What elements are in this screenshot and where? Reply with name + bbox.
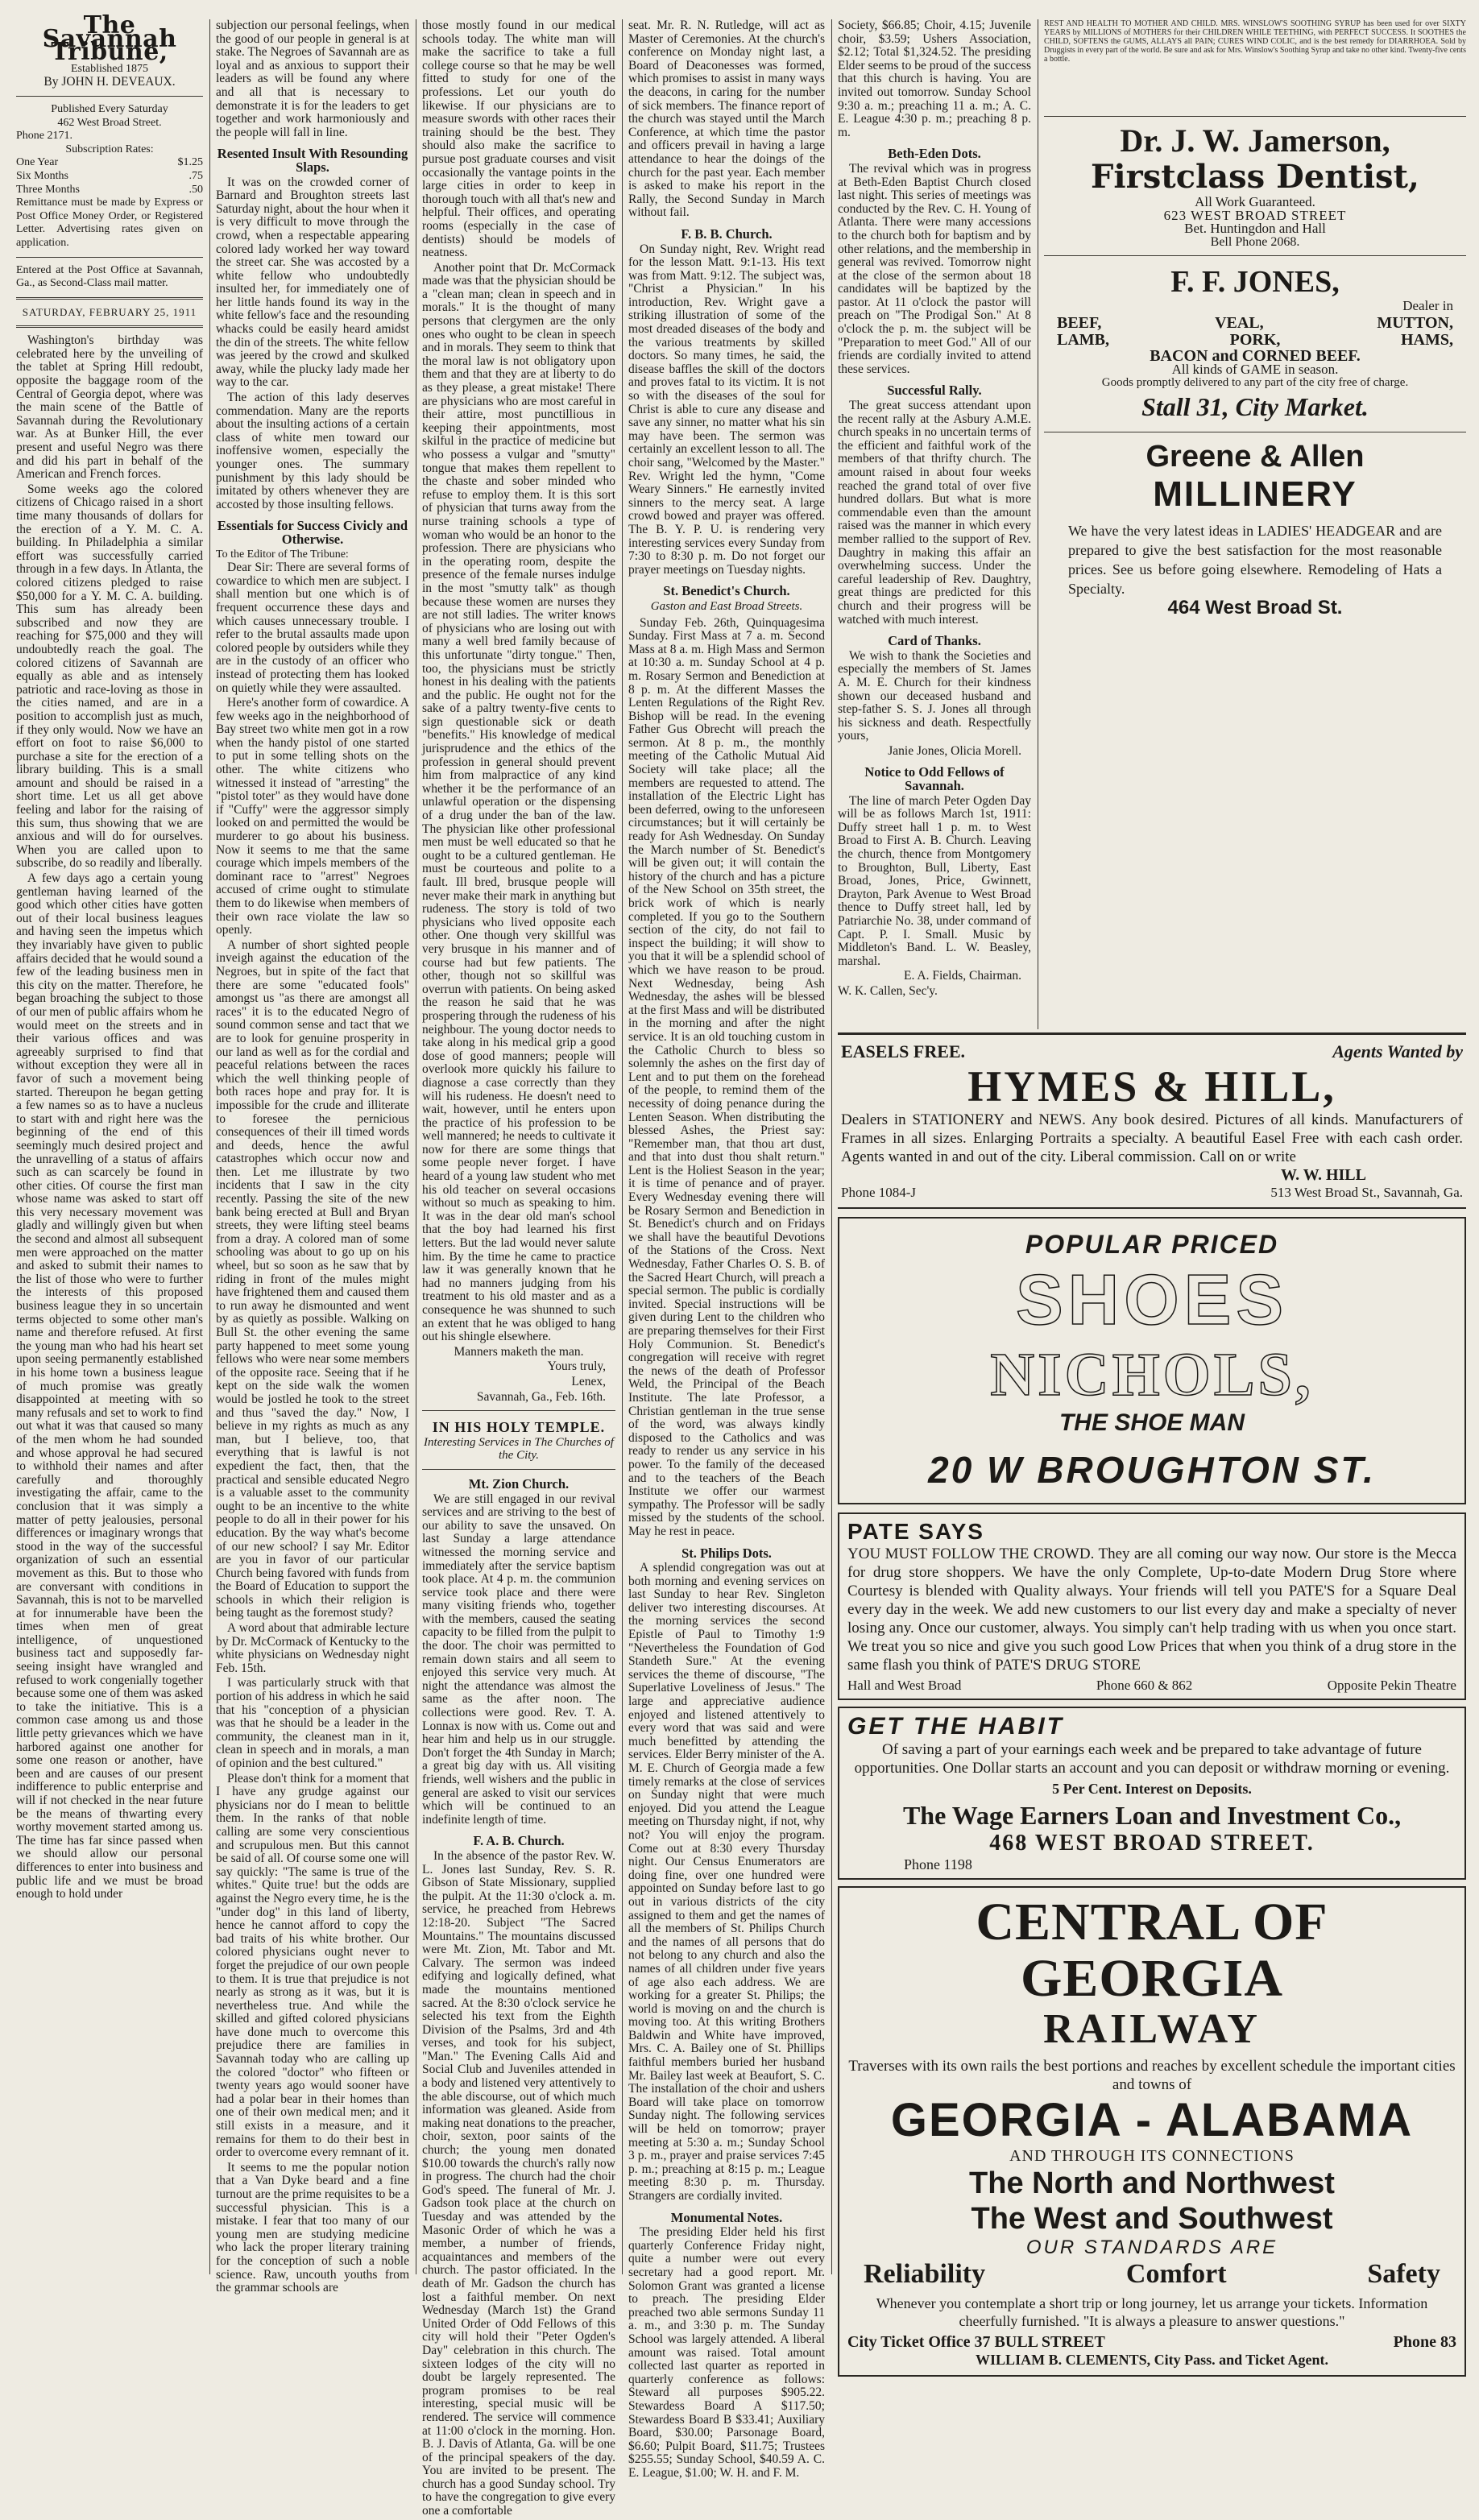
letter-paragraph: those mostly found in our medical schools today. The white man will make the sacrifice to take a full college course so that he may be well fitted to study for one of the professions. Let our youth do likewise. If our physicians are to measure swords with other races their training should be the best. They should also make the sacrifice to pursue post graduate courses and visit occasionally the vantage points in the large cities in order to keep in thorough touch with all that's new and helpful. Their offices, and operating rooms (especially in the case of dentists) should be models of neatness. [422, 19, 615, 260]
letter-paragraph: Dear Sir: There are several forms of cowardice to which men are subject. I shall mention but one which is of frequent occurrence these days and which causes unnecessary trouble. I refer to the brutal assaults made upon colored people by outsiders while they are in the custody of an officer who instead of protecting them has looked on quietly while they were assaulted. [216, 561, 409, 695]
article-paragraph: The great success attendant upon the recent rally at the Asbury A.M.E. church speaks in no uncertain terms of the efficient and faithful work of the members of that thrifty church. The amount raised in about four weeks reached the grand total of over five hundred dollars. But what is more commendable even than the amount raised was the manner in which every member rallied to the support of Rev. Daughtry in making this affair an overwhelming success. Under the careful leadership of Rev. Daughtry, great things are predicted for this church and their progress will be watched with much interest. [838, 399, 1031, 627]
drug-store-ad [838, 1512, 1466, 1700]
article-paragraph: It was on the crowded corner of Barnard and Broughton streets last Saturday night, about the hour when it is very difficult to move through the crowd, when a respectable appearing colored lady worked her way toward the street car. She was accosted by a white fellow who undoubtedly insulted her, for immediately one of her little hands found its way in the white fellow's face and the resounding whacks could be easily heard amidst the din of the streets. The white fellow was jeered by the crowd and skulked away, while the plucky lady made her way to the car. [216, 175, 409, 390]
ads-column [1044, 19, 1466, 1029]
stationery-body: Dealers in STATIONERY and NEWS. Any book desired. Pictures of all kinds. Manufacturers of Frames in all sizes. Enlarging Portraits a specialty. A beautiful Easel Free with each cash order. Agents wanted in and out of the city. Liberal commission. Call on or write [841, 1111, 1463, 1165]
wide-ads-region [838, 1032, 1466, 2368]
butcher-delivery: Goods promptly delivered to any part of the city free of charge. [1101, 376, 1409, 390]
church-heading: Mt. Zion Church. [468, 1475, 570, 1492]
stationery-banner: EASELS FREE. Agents Wanted by [841, 1041, 1463, 1061]
church-paragraph: In the absence of the pastor Rev. W. L. Jones last Sunday, Rev. S. R. Gibson of State Missionary, supplied the pulpit. At the 11:30 o'clock a. m. service, he preached from Hebrews 12:18-20. Subject "The Sacred Mountains." The mountains discussed were Mt. Zion, Mt. Tabor and Mt. Calvary. The sermon was indeed edifying and logically defined, what made the mountains mentioned sacred. At the 8:30 o'clock service he selected his text from the Eighth Division of the Psalms, 3rd and 4th verses, and took for his subject, "Man." The Evening Calls Aid and Social Club and Juveniles attended in a body and listened very attentively to the able discourse, out of which much information was gleaned. Aside from making neat donations to the preacher, choir, sexton, poor saints of the church; the young men donated $10.00 towards the church's rally now in progress. The church had the choir God's speed. The funeral of Mr. J. Gadson took place at the church on Tuesday and was attended by the Masonic Order of which he was a member, a number of friends, acquaintances and members of the church. The pastor officiated. In the death of Mr. Gadson the church has lost a faithful member. On next Wednesday (March 1st) the Grand United Order of Odd Fellows of this city will hold their "Peter Ogden's Day" celebration in this church. The sixteen lodges of the city will no doubt be largely represented. The program promises to be real interesting, special music will be rendered. The service will commence at 11:00 o'clock in the morning. Hon. B. J. Davis of Atlanta, Ga. will be one of the principal speakers of the day. You are invited to be present. The church has a good Sunday school. Try to have the congregation to give every one a comfortable [422, 1848, 615, 2518]
butcher-ad [1044, 256, 1466, 432]
bank-address: 468 WEST BROAD STREET. [989, 1831, 1315, 1856]
dateline: SATURDAY, FEBRUARY 25, 1911 [22, 305, 197, 318]
phone-line: Phone 2171. [16, 130, 72, 143]
drug-store-body: YOU MUST FOLLOW THE CROWD. They are all coming our way now. Our store is the Mecca for drug store shoppers. We have the only Complete, Up-to-date Modern Drug Store where Courtesy is blended with Quality always. Your friends will tell you PATE'S for a Square Deal every day in the week. We add new customers to our list every day and make a specialty of never losing any. Once our customer, always. You simply can't help trading with us when you once start. We treat you so nice and give you such good Low Prices that when you think of a drug store in the same flash you think of PATE'S DRUG STORE [847, 1546, 1456, 1674]
stationery-contact: Phone 1084-J 513 West Broad St., Savannah, Ga. [841, 1185, 1463, 1200]
church-heading: St. Philips Dots. [682, 1545, 772, 1561]
drug-store-contact: Hall and West Broad Phone 660 & 862 Opposite Pekin Theatre [847, 1678, 1456, 1693]
church-subheading: Gaston and East Broad Streets. [650, 599, 803, 613]
railway-name: CENTRAL OF GEORGIA [976, 1893, 1328, 2008]
railway-agent: WILLIAM B. CLEMENTS, City Pass. and Ticket Agent. [976, 2352, 1328, 2368]
railway-west: The West and Southwest [971, 2202, 1333, 2236]
editorial-paragraph: A few days ago a certain young gentleman having learned of the good which other cities have gotten out of their local business leagues and having seen the impetus which they invariably have given to public affairs decided that he would sound a few of the leading business men in this city on the matter. Therefore, he began broaching the subject to those of our men of public affairs whom he would meet on the streets and in their various offices and was agreeably surprised to find that without exception they were all in favor of such a movement being started. Thereupon he began getting a few names so as to have a nucleus to start with and right here was the beginning of the end of this seemingly much desired project and the unravelling of a status of affairs such as can scarcely be found in other cities. Of course the first man whose name was asked to start off this very necessary movement was gladly and willingly given but when the second and almost all subsequent men were approached on the matter and asked to submit their names to the list of those who were to further the interests of this proposed business league they in so uncertain terms objected to some other man's name and therefore refused. At first the young man who had his heart set upon seeing permanently established in his home town a business league of much promise was greatly disappointed at meeting with so many refusals and set to work to find out what it was that caused so many of the men whom he had sounded and whose approval he had secured to withhold their names and after carefully and thoroughly investigating the affair, came to the conclusion that it was simply a matter of petty jealousies, personal differences or imaginary wrongs that stood in the way of the successful organization of such an essential movement as this. But to those who are conversant with conditions in Savannah, this is not to be marvelled at for innumerable have been the times when men of great intelligence, of unquestioned business tact and supposedly far-seeing insight have wrangled and refused to work congenially together because some one of them was asked to take the initiative. This is a common case among us and those little petty grievances which we have harbored against one another for some one reason or another, have been and are causes of our present indifference to public enterprise and will if not checked in the near future be the means of thwarting every worthy movement started among us. The time has far since passed when we should allow our personal differences to enter into business and public life and we must be broad enough to hold under [16, 871, 203, 1901]
publisher-address: 462 West Broad Street. [57, 116, 162, 129]
church-heading: Monumental Notes. [670, 2209, 783, 2225]
stationery-name: HYMES & HILL, [967, 1062, 1336, 1111]
letter-paragraph: A number of short sighted people inveigh against the education of the Negroes, but in spite of the fact that there are some "educated fools" amongst us "as there are amongst all races" it is to the educated Negro of sound common sense and tact that we are to look for genuine prosperity in our land as well as for the cordial and peaceful relations between the races which the well thinking people of both races hope and pray for. It is impossible for the crude and illiterate to foresee the pernicious consequences of their ill timed words and deeds, hence the awful catastrophes which occur now and then. Let me illustrate by two incidents that I saw in the city recently. Passing the site of the new bank being erected at Bull and Bryan streets, they were lifting steel beams from a dray. A colored man of some schooling was about to go up on his wheel, but so soon as he saw that by riding in front of the mules might have frightened them and caused them to run away he dismounted and went by as quietly as possible. Walking on Bull St. the other evening the same party happened to meet some young fellows who were near some members of the opposite race. Seeing that if he kept on the side walk the women would be jostled he took to the street and thus "saved the day." Now, I believe in my rights as much as any man, but I believe, too, that everything that is lawful is not expedient the fact, then, that the practical and sensible educated Negro is a valuable asset to the community ought to be an incentive to the white people to do all in their power for his education. By the way what's become of our new school? I say Mr. Editor are you in favor of our particular Church being favored with funds from the Board of Education to support the schools in which their religion is being taught as the foremost study? [216, 937, 409, 1620]
butcher-goods-row: LAMB, PORK, HAMS, [1057, 330, 1453, 349]
bank-body: Of saving a part of your earnings each week and be prepared to take advantage of future opportunities. One Dollar starts an account and you can deposit or withdraw morning or evening. [854, 1741, 1450, 1777]
butcher-name: F. F. JONES, [1170, 265, 1340, 300]
article-paragraph: The action of this lady deserves commendation. Many are the reports about the insulting actions of a certain class of white men toward our inoffensive women, especially the younger ones. The summary punishment by this lady should be imitated by others whenever they are accosted by those insulting fellows. [216, 391, 409, 511]
railway-office: City Ticket Office 37 BULL STREET Phone 83 [847, 2333, 1456, 2351]
shoe-store-address: 20 W BROUGHTON ST. [928, 1449, 1376, 1491]
shoe-ad [838, 1217, 1466, 1504]
postal-entry: Entered at the Post Office at Savannah, Ga., as Second-Class mail matter. [16, 263, 203, 290]
patent-medicine-ad: REST AND HEALTH TO MOTHER AND CHILD. MRS. WINSLOW'S SOOTHING SYRUP has been used for over SIXTY YEARS by MILLIONS of MOTHERS for their CHILDREN WHILE TEETHING, with PERFECT SUCCESS. It SOOTHES the CHILD, SOFTENS the GUMS, ALLAYS all PAIN; CURES WIND COLIC, and is the best remedy for DIARRHOEA. Sold by Druggists in every part of the world. Be sure and ask for Mrs. Winslow's Soothing Syrup and take no other kind. Twenty-five cents a bottle. [1044, 19, 1466, 117]
butcher-goods-line: BACON and CORNED BEEF. [1150, 347, 1361, 366]
column-4 [628, 19, 825, 2481]
article-heading: Successful Rally. [887, 383, 982, 399]
railway-whenever: Whenever you contemplate a short trip or long journey, let us arrange your tickets. Information cheerfully furnished. "It is always a pleasure to answer questions." [876, 2295, 1428, 2329]
butcher-goods-row: BEEF, VEAL, MUTTON, [1057, 313, 1453, 332]
butcher-dealer: Dealer in [1402, 298, 1453, 314]
millinery-body: We have the very latest ideas in LADIES' HEADGEAR and are prepared to give the best satisfaction for the most reasonable prices. See us before going elsewhere. Remodeling of Hats a Specialty. [1068, 522, 1442, 597]
drug-store-heading: PATE SAYS [847, 1519, 984, 1544]
millinery-title: MILLINERY [1153, 474, 1357, 514]
dentist-address: 623 WEST BROAD STREET [1163, 207, 1347, 223]
shoe-store-tag: THE SHOE MAN [1058, 1409, 1245, 1436]
bank-phone: Phone 1198 [904, 1856, 972, 1872]
letter-salutation: To the Editor of The Tribune: [216, 548, 349, 561]
notice-signature: W. K. Callen, Sec'y. [838, 983, 938, 998]
remittance-note: Remittance must be made by Express or Post Office Money Order, or Registered Letter. Advertising rates given on application. [16, 197, 203, 249]
editorial-paragraph: subjection our personal feelings, when the good of our people in general is at stake. The Negroes of Savannah are as loyal and as anxious to support their leaders as will be found any where and all that is necessary to demonstrate it is for the leaders to get together and work harmoniously and the people will fall in line. [216, 19, 409, 139]
masthead-title: The Savannah Tribune, [42, 11, 177, 67]
letter-paragraph: It seems to me the popular notion that a Van Dyke beard and a fine turnout are the prime requisites to be a successful physician. This is a mistake. I fear that too many of our young men are studying medicine who lack the proper literary training for the conception of such a noble science. Raw, uncouth youths from the grammar schools are [216, 2160, 409, 2295]
dentist-address-2: Bet. Huntingdon and Hall [1184, 221, 1326, 237]
railway-values: Reliability Comfort Safety [864, 2259, 1440, 2289]
column-1 [16, 11, 203, 1903]
stationery-signer: W. W. HILL [1281, 1166, 1366, 1184]
church-paragraph: seat. Mr. R. N. Rutledge, will act as Master of Ceremonies. At the church's conference on Monday night last, a Board of Deaconesses was formed, which promises to assist in many ways the deacons, in caring for the number of sick members. The finance report of the church was stayed until the March Conference, at which time the pastor and officers prevail in having a large attendance to hear the doings of the church for the past year. Each member is asked to make his report in the Rally, the Second Sunday in March without fail. [628, 19, 825, 220]
shoe-tagline: POPULAR PRICED [1025, 1230, 1279, 1259]
butcher-game: All kinds of GAME in season. [1171, 361, 1339, 377]
editor-line: By JOHN H. DEVEAUX. [44, 75, 176, 89]
letter-paragraph: I was particularly struck with that portion of his address in which he said that his "conception of a physician was that he should be a leader in the community, the cleanest man in it, clean in speech and in morals, a man of opinion and the best cultured." [216, 1676, 409, 1770]
railway-traverses: Traverses with its own rails the best portions and reaches by excellent schedule the important cities and towns of [848, 2058, 1456, 2093]
railway-ad [838, 1886, 1466, 2377]
stationery-ad [838, 1035, 1466, 1209]
publish-line: Published Every Saturday [51, 102, 168, 115]
church-heading: Beth-Eden Dots. [888, 146, 981, 162]
rate-row: Six Months .75 [16, 169, 203, 182]
railway-north: The North and Northwest [969, 2166, 1335, 2200]
dentist-title: Firstclass Dentist, [1091, 158, 1419, 196]
church-paragraph: The presiding Elder held his first quarterly Conference Friday night, quite a number were out every secretary had a good report. Mr. Solomon Grant was granted a license to preach. The presiding Elder preached two able sermons Sunday 11 a. m., and 3:30 p. m. The Sunday School was largely attended. A liberal amount was raised. Total amount collected last quarter as reported in quarterly conference as follows: Steward all purposes $905.22. Stewardess Board A $117.50; Stewardess Board B $33.41; Auxiliary Board, $30.00; Parsonage Board, $6.60; Pulpit Board, $11.75; Trustees $255.55; Sunday School, $40.59 A. C. E. League, $1.00; W. H. and F. M. [628, 2225, 825, 2480]
shoe-headline: SHOES [1015, 1260, 1289, 1339]
subscription-heading: Subscription Rates: [65, 143, 154, 155]
bank-interest: 5 Per Cent. Interest on Deposits. [1052, 1781, 1252, 1797]
notice-heading: Card of Thanks. [888, 633, 981, 649]
church-heading: F. B. B. Church. [681, 226, 773, 242]
rate-row: One Year $1.25 [16, 156, 203, 169]
church-paragraph: We are still engaged in our revival services and are striving to the best of our ability to save the unsaved. On last Sunday a large attendance witnessed the morning service and immediately after the service baptism took place. At 4 p. m. the communion service took place and there were many visiting friends who, together with the members, caused the seating capacity to be filled from the pulpit to the door. The choir was permitted to remain down stairs and all seem to enjoyed this service very much. At night the attendance was almost the same as the after noon. The collections were good. Rev. T. A. Lonnax is now with us. Come out and hear him and help us in our struggle. Don't forget the 4th Sunday in March; a great big day with us. All visiting friends, well wishers and the public in general are asked to visit our services which will be continued to an indefinite length of time. [422, 1492, 615, 1827]
letter-paragraph: Please don't think for a moment that I have any grudge against our physicians nor do I mean to belittle them. In the ranks of that noble calling are some very conscientious and scrupulous men. But this cannot be said of all. Of course some one will say quickly: "The same is true of the whites." Quite true! but the odds are against the Negro every time, he is the "under dog" in this land of liberty, hence he cannot afford to copy the bad traits of his white brother. Our colored physicians ought never to forget the prejudice of our own people to them. It is true that prejudice is not nearly as strong as it was, but it is nevertheless true. And while the skilled and gifted colored physicians have done much to overcome this prejudice there are families in Savannah today who are calling up the colored "doctor" who fifteen or twenty years ago would sooner have had a polar bear in their homes than one of their own medical men; and it still exists in a measure, and it remains for them to do their best in order to overcome every remnant of it. [216, 1771, 409, 2160]
established-line: Established 1875 [70, 62, 149, 75]
millinery-address: 464 West Broad St. [1167, 596, 1343, 619]
church-heading: F. A. B. Church. [473, 1833, 565, 1849]
church-paragraph: The revival which was in progress at Beth-Eden Baptist Church closed last night. This series of meetings was conducted by the Rev. C. H. Young of Atlanta. There were many accessions to the church both for baptism and by other relations, and the membership in general was revived. Tomorrow night at the close of the sermon about 18 candidates will be baptized by the pastor. At 11 o'clock the pastor will preach on "The Prodigal Son." At 8 o'clock the p. m. the subject will be "Preparation to meet God." All of our friends are cordially invited to attend these services. [838, 161, 1031, 376]
dentist-ad [1044, 117, 1466, 256]
article-heading: Resented Insult With Resounding Slaps. [217, 146, 408, 175]
rate-row: Three Months .50 [16, 183, 203, 196]
letter-paragraph: A word about that admirable lecture by Dr. McCormack of Kentucky to the white physicians on Wednesday night Feb. 15th. [216, 1621, 409, 1675]
church-paragraph: On Sunday night, Rev. Wright read for the lesson Matt. 9:1-13. His text was from Matt. 9:12. The subject was, "Christ a Physician." In his introduction, Rev. Wright gave a striking illustration of some of the most dreaded diseases of the body and the various treatments by skilled doctors. So many times, he said, the disease baffles the skill of the doctors and proves fatal to its victim. It is not so with the diseases of the soul for Christ is able to cure any disease and save any sinner, no matter what his sin may have been. The sermon was certainly an excellent lesson to all. The choir sang, "Welcomed by the Master." Rev. Wright led the hymn, "Come Weary Sinners." He earnestly invited sinners to the mercy seat. A large crowd bowed and prayer was offered. The B. Y. P. U. is rendering very interesting services every Sunday from 7:30 to 8:30 p. m. Do not forget our prayer meetings on Tuesday nights. [628, 242, 825, 577]
church-paragraph: Society, $66.85; Choir, 4.15; Juvenile choir, $3.59; Ushers Association, $2.12; Total $1,324.52. The presiding Elder seems to be proud of the success that this church is having. You are invited out tomorrow. Sunday School 9:30 a. m.; preaching 11 a. m.; A. C. E. League 4:30 p. m.; preaching 8 p. m. [838, 19, 1031, 139]
article-heading: Essentials for Success Civicly and Otherwise. [217, 518, 408, 547]
railway-name-2: RAILWAY [1043, 2006, 1261, 2052]
millinery-ad [1044, 432, 1466, 622]
letter-paragraph: Another point that Dr. McCormack made was that the physician should be a "clean man; clean in speech and in morals." It is the thought of many persons that clergymen are the only ones who ought to be clean in speech and in morals. They seem to think that the moral law is not obligatory upon them and that they are at liberty to do as they please, a great mistake! There are physicians who are most careful in their attire, most punctillious in keeping their appointments, most skilful in the practice of medicine but who possess a vulgar and "smutty" tongue that makes them repellent to the chaste and sober minded who refuse to employ them. It is this sort of physician that turns away from the nurse training schools a type of woman who would be an honor to the profession. There are physicians who in the operating room, despite the presence of the female nurses indulge in the most "smutty talk" as though because these women are nurses they are not still ladies. The writer knows of physicians who are losing out with many a well bred family because of this unfortunate "dirty tongue." Then, too, the physicians must be strictly honest in his dealing with the patients and the public. He ought not for the sake of a paltry twenty-five cents to sign questionable sick or death "benefits." His knowledge of medical jurisprudence and the ethics of the profession in general should prevent him from malpractice of any kind whether it be the performance of an unlawful operation or the dispensing of a drug under the ban of the law. The physician like other professional men must be well educated so that he ought to be a cultured gentleman. He must be courteous and polite to a fault. Ill bred, brusque people will never make their mark in anything but rudeness. The story is told of two physicians who lived opposite each other. One though very skillful was very brusque in his manner and of course had but few patients. The other, though not so skillful was overrun with patients. On being asked the reason he said that he was prospering through the rudeness of his neighbour. The young doctor needs to take along in his medical grip a good dose of good manners; people will overlook more quickly his failure to diagnose a case correctly than they will his rudeness. He doesn't need to wait, however, until he enters upon the practice of his profession to be well mannered; he needs to cultivate it now for there are some things that some people never forget. I have heard of a young law student who met his old teacher on several occasions without so much as speaking to him. It was in the dear old man's school that the boy had learned his first letters. But the lad would never salute him. By the time he came to practice law it was generally known that he had no manners judging from his treatment to his old master and as a consequence he was shunned to such an extent that he was obliged to hang out his shingle elsewhere. [422, 260, 615, 1344]
bank-heading: GET THE HABIT [847, 1713, 1064, 1740]
dentist-guarantee: All Work Guaranteed. [1195, 194, 1315, 209]
signer-place: Savannah, Ga., Feb. 16th. [476, 1389, 606, 1404]
column-5 [838, 19, 1031, 1029]
section-subheading: Interesting Services in The Churches of the City. [424, 1435, 614, 1463]
butcher-stall: Stall 31, City Market. [1141, 391, 1369, 421]
section-heading: IN HIS HOLY TEMPLE. [432, 1419, 606, 1436]
motto: Manners maketh the man. [454, 1344, 584, 1359]
notice-paragraph: We wish to thank the Societies and especially the members of St. James A. M. E. Church for their kindness shown our deceased husband and step-father S. S. J. Jones all through his sickness and death. Respectfully yours, [838, 648, 1031, 743]
dentist-name: Dr. J. W. Jamerson, [1120, 122, 1390, 159]
notice-heading: Notice to Odd Fellows of Savannah. [864, 764, 1005, 794]
notice-signature: E. A. Fields, Chairman. [904, 969, 1021, 983]
bank-name: The Wage Earners Loan and Investment Co., [902, 1801, 1402, 1830]
letter-paragraph: Here's another form of cowardice. A few weeks ago in the neighborhood of Bay street two white men got in a row when the handy pistol of one started to put in some telling shots on the other. The white citizens who witnessed it instead of "arresting" the "pistol toter" as they would have done if "Cuffy" were the aggressor simply looked on and permitted the would be murderer to go about his business. Now it seems to me that the same courage which impels members of the dominant race to "arrest" Negroes accused of crime ought to stimulate them to do likewise when members of their own race violate the law so openly. [216, 696, 409, 937]
railway-through: AND THROUGH ITS CONNECTIONS [1009, 2147, 1295, 2165]
church-paragraph: Sunday Feb. 26th, Quinquagesima Sunday. First Mass at 7 a. m. Second Mass at 8 a. m. High Mass and Sermon at 10:30 a. m. Sunday School at 4 p. m. Rosary Sermon and Benediction at 8 p. m. At the different Masses the Lenten Regulations of the Right Rev. Bishop will be read. In the evening Father Gus Obrecht will preach the sermon. At 8 p. m., the monthly meeting of the Catholic Mutual Aid Society will take place; all the members are requested to attend. The installation of the Electric Light has been deferred, owing to the unforeseen circumstances; but it will certainly be ready for Ash Wednesday. On Sunday the March number of St. Benedict's will be given out; it will contain the history of the church and has a picture of the New School on 35th street, the brick work of which is nearly completed. If you go to the Southern section of the city, do not fail to inspect the building; it will show to you that it will be a splendid school of which we have reason to be proud. Next Wednesday, being Ash Wednesday, the ashes will be blessed at the first Mass and will be distributed in the morning and after the night service. It is an old touching custom in the Catholic Church to bless so solemnly the ashes on the first day of Lent and to put them on the forehead of the people, to remind them of the necessity of doing penance during the Lenten Season. When distributing the blessed Ashes, the Priest say: "Remember man, that thou art dust, and that into dust thou shalt return." Lent is the Holiest Season in the year; it is time of penance and of prayer. Every Wednesday evening there will be Rosary Sermon and Benediction in St. Benedict's church and on Fridays we shall have the beautiful Devotions of the Stations of the Cross. Next Wednesday, Father Charles O. S. B. of the Sacred Heart Church, will preach a special sermon. The public is cordially invited. Special instructions will be given during Lent to the children who are preparing themselves for their First Holy Communion. St. Benedict's congregation will receive with regret the news of the death of Professor Weld, the Principal of the Beach Institute. The late Professor, a Christian gentleman in the true sense of the word, was always kindly disposed to the Catholics and was ready to render us any service in his power. To the family of the deceased and to the teachers of the Beach Institute we offer our warmest sympathy. The Professor will be sadly missed by the students of the school. May he rest in peace. [628, 615, 825, 1538]
church-paragraph: A splendid congregation was out at both morning and evening services on last Sunday to hear Rev. Singleton deliver two interesting discourses. At the morning services the second Epistle of Paul to Timothy 1:9 "Nevertheless the Foundation of God Standeth Sure." At the evening services the theme of discourse, "The Superlative Loveliness of Jesus." The large and appreciative audience enjoyed and listened attentively to every word that was said and were much benefitted by attending the services. Elder Berry minister of the A. M. E. Church of Georgia made a few timely remarks at the close of services on Sunday night that were much enjoyed. Did you attend the League meeting on Thursday night, if not, why not? You will enjoy the program. Come out at 8:30 every Thursday night. Our Census Enumerators are doing fine, over one hundred were appointed on Sunday before last to go out in various districts of the city assigned to them and get the names of all the members of St. Philips Church and the names of all persons that do not belong to any church and also the names of all children under five years of age also each address. We are working for a greater St. Philips; the world is moving on and the church is moving too. At this writing Brothers Baldwin and White have improved, Mrs. C. A. Bailey one of St. Phillips faithful members buried her husband Mr. Bailey last week at Beaufort, S. C. The installation of the choir and ushers Board will take place on tomorrow Sunday night. The following services will be held on tomorrow; prayer meeting at 5:30 a. m.; Sunday School 3 p. m., prayer and praise services 7:45 p. m.; preaching at 8:15 p. m.; League meeting 8:30 p. m. Thursday. Strangers are cordially invited. [628, 1561, 825, 2203]
notice-paragraph: The line of march Peter Ogden Day will be as follows March 1st, 1911: Duffy street hall 1 p. m. to West Broad to First A. B. Church. Leaving the church, thence from Montgomery to Broughton, Bull, Liberty, East Broad, Jones, Price, Gwinnett, Drayton, Park Avenue to West Broad thence to Duffy street hall, led by Patriarchie No. 38, under command of Capt. P. I. Small. Music by Middleton's Band. L. W. Beasley, marshal. [838, 793, 1031, 968]
column-3 [422, 19, 615, 2520]
railway-states: GEORGIA - ALABAMA [890, 2094, 1414, 2146]
column-2 [216, 19, 409, 2297]
editorial-paragraph: Washington's birthday was celebrated here by the unveiling of the tablet at Spring Hill redoubt, opposite the baggage room of the Central of Georgia depot, where was the main scene of the Battle of Savannah during the Revolutionary war. As at Bunker Hill, the ever present and useful Negro was there and did his part in behalf of the American and French forces. [16, 333, 203, 482]
closing: Yours truly, [547, 1359, 606, 1374]
dentist-phone: Bell Phone 2068. [1210, 234, 1300, 249]
millinery-name: Greene & Allen [1146, 439, 1365, 474]
notice-signature: Janie Jones, Olicia Morell. [888, 743, 1021, 758]
church-heading: St. Benedict's Church. [663, 583, 790, 599]
signer: Lenex, [571, 1374, 606, 1388]
bank-ad [838, 1707, 1466, 1880]
shoe-store-name: NICHOLS, [990, 1341, 1314, 1409]
newspaper-page [16, 11, 1466, 2518]
editorial-paragraph: Some weeks ago the colored citizens of Chicago raised in a short time many thousands of dollars for the erection of a Y. M. C. A. building. In Philadelphia a similar effort was successfully carried through in a few days. In Atlanta, the colored citizens pledged to raise $50,000 for a Y. M. C. A. building. This sum has already been subscribed and now they are reaching for $75,000 and they will undoubtedly reach the goal. The colored citizens of Savannah are equally as able and as intensely patriotic and race-loving as those in the cities named, and are in a position to accomplish just as much, if they only would. Now we have an effort on foot to raise $6,000 to purchase a site for the erection of a library building. This is a small amount and should be raised in a short time. Let us all get above feeling and labor for the raising of this sum, thus showing that we are anxious and will do for ourselves. When you are called upon to subscribe, do so readily and liberally. [16, 482, 203, 871]
railway-standards: OUR STANDARDS ARE [1025, 2237, 1278, 2258]
